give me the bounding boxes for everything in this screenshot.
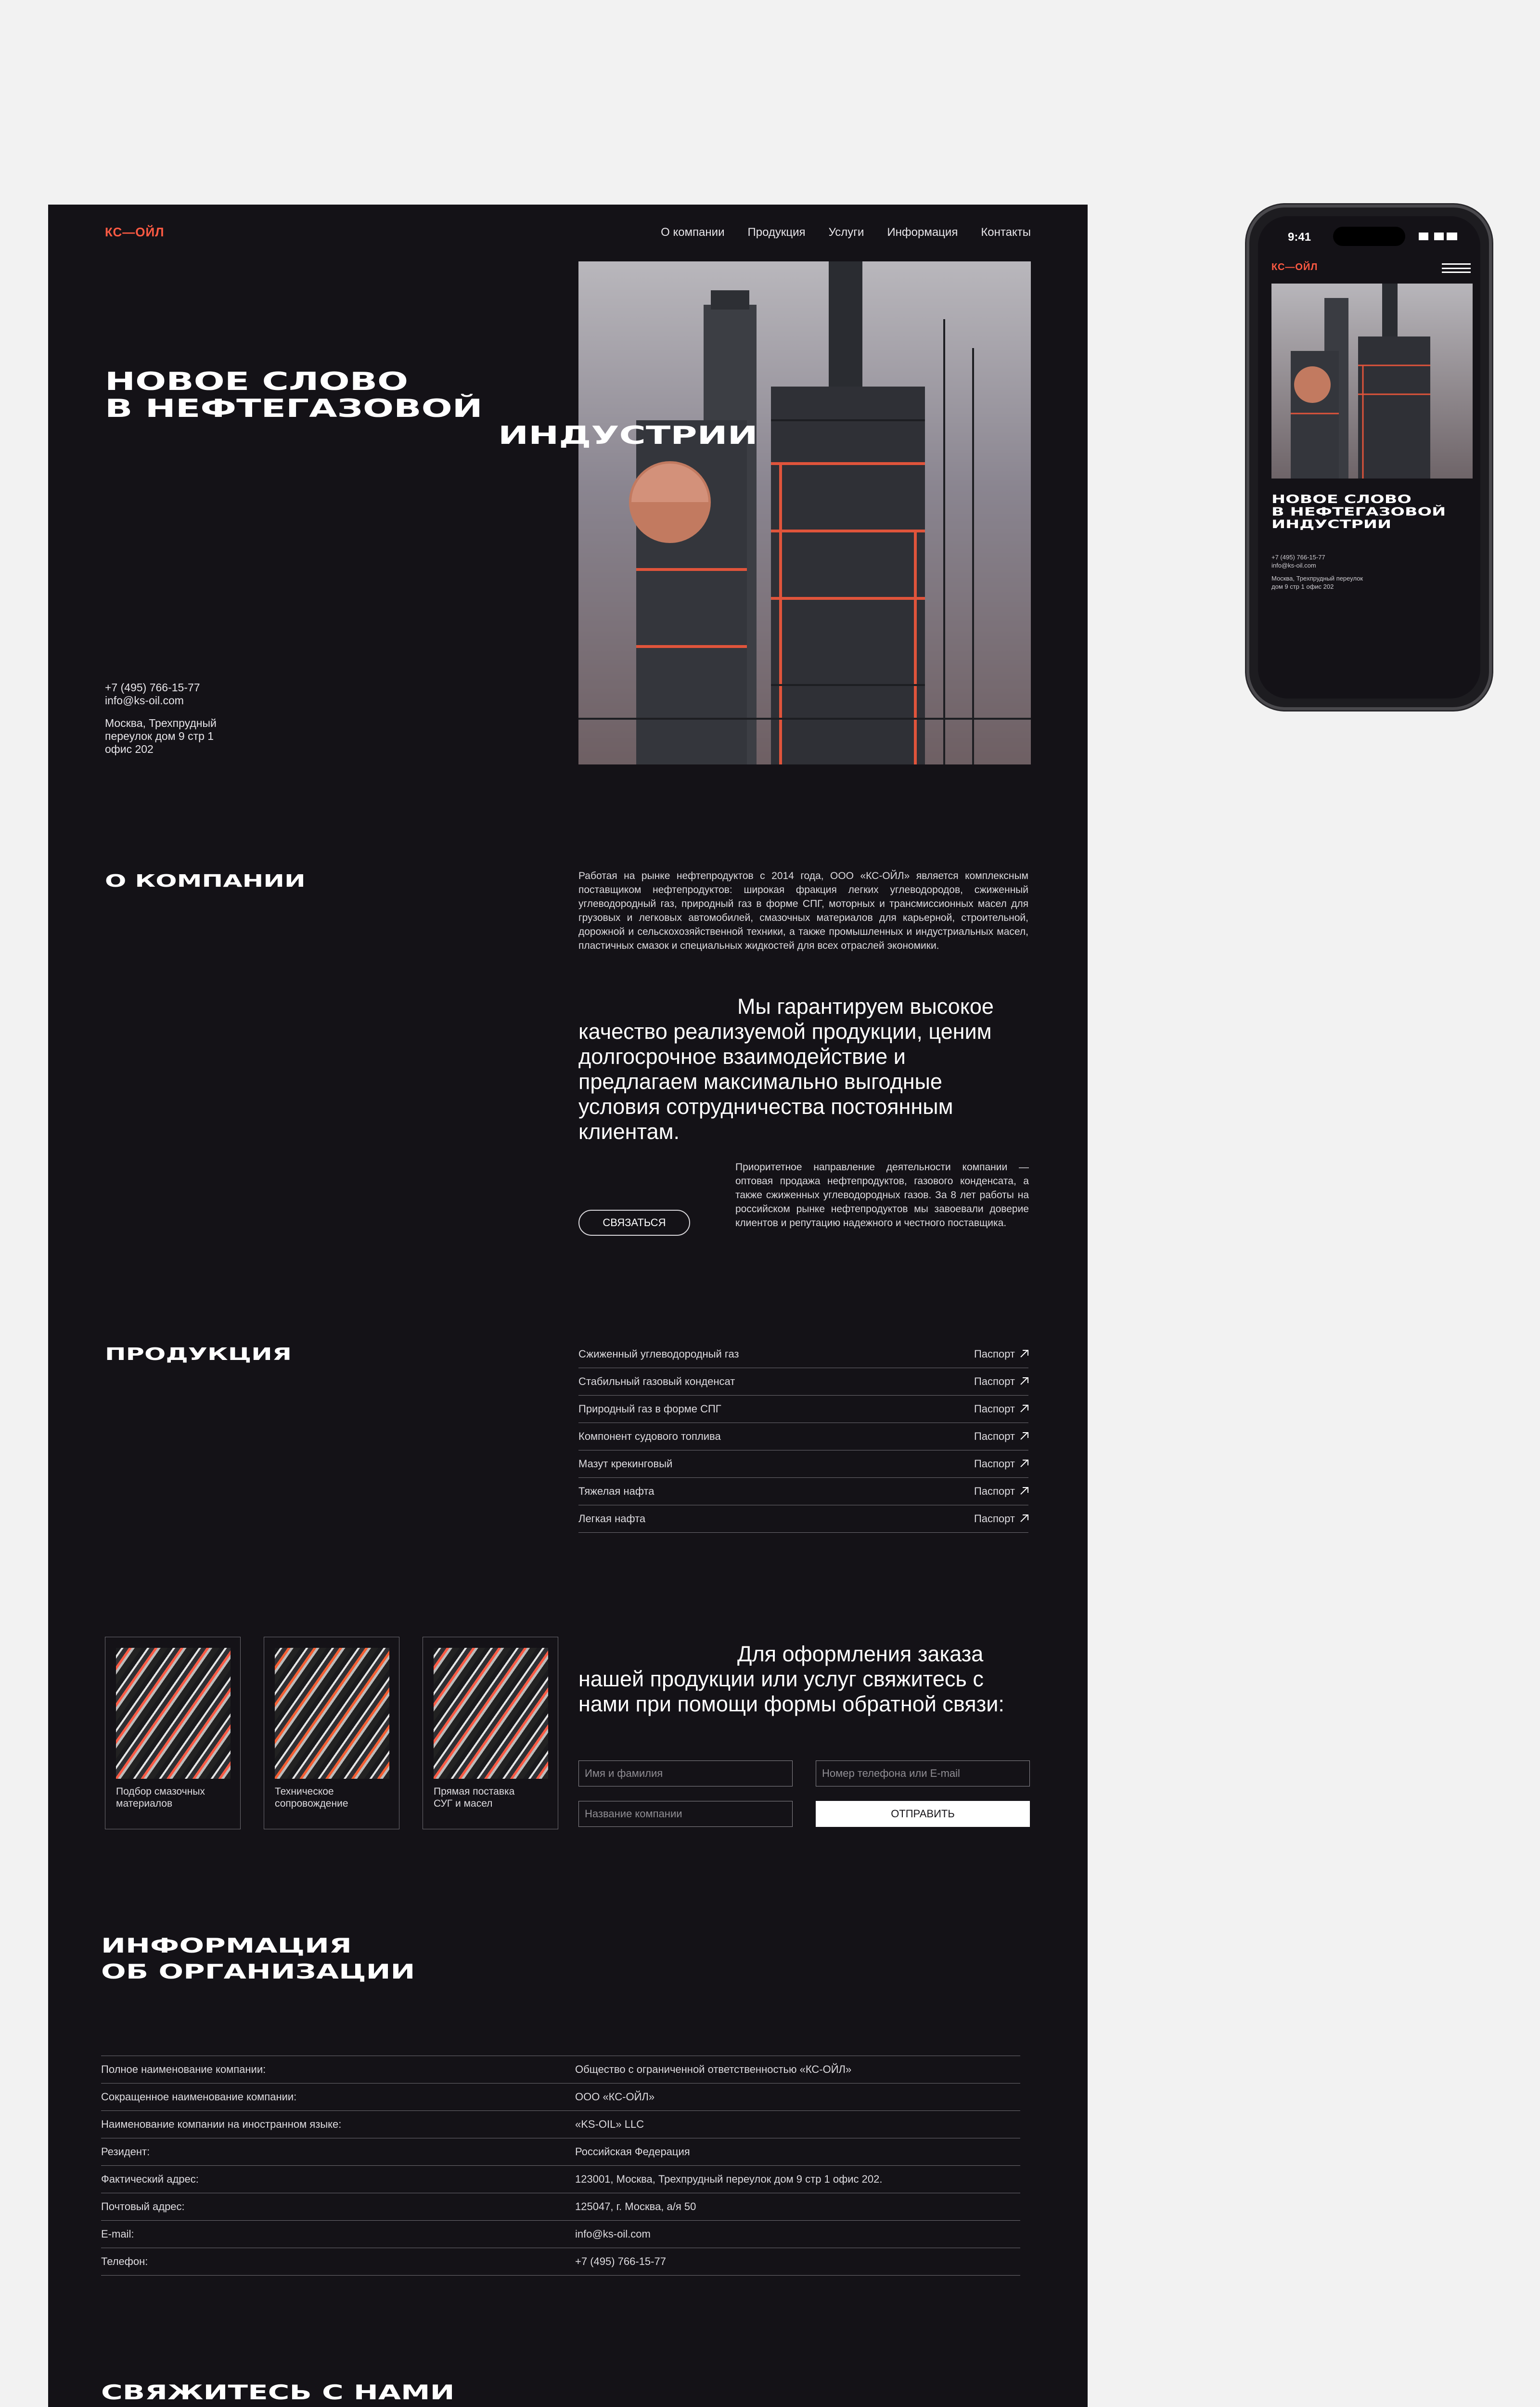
service-card[interactable]	[423, 1637, 558, 1829]
logo[interactable]: КС—ОЙЛ	[105, 225, 165, 239]
refinery-image	[578, 261, 1031, 764]
burger-menu-icon[interactable]	[1442, 263, 1471, 273]
nav-products[interactable]: Продукция	[747, 226, 806, 239]
info-label: Полное наименование компании:	[101, 2063, 266, 2075]
main-nav	[638, 226, 1031, 239]
hero-address-3: офис 202	[105, 743, 154, 755]
hero-contacts	[105, 681, 217, 756]
contact-field[interactable]: Номер телефона или E-mail	[816, 1760, 1030, 1786]
name-field[interactable]: Имя и фамилия	[578, 1760, 793, 1786]
arrow-up-right-icon	[1020, 1514, 1028, 1523]
product-row[interactable]	[578, 1423, 1028, 1450]
arrow-up-right-icon	[1020, 1350, 1028, 1359]
about-note: Приоритетное направление деятельности компании — оптовая продажа нефтепродуктов, газового конденсата, а также сжиженных углеводородных газов. За 8 лет работы на российском рынке нефтепродуктов мы завоевали доверие клиентов и репутацию надежного и честного поставщика.	[735, 1162, 1029, 1229]
info-value[interactable]: info@ks-oil.com	[575, 2228, 651, 2240]
info-label: Фактический адрес:	[101, 2173, 199, 2185]
product-row[interactable]	[578, 1341, 1028, 1368]
info-label: Телефон:	[101, 2255, 148, 2267]
info-row	[101, 2056, 1020, 2083]
order-text: Для оформления заказа нашей продукции или услуг свяжитесь с нами при помощи формы обратной связи:	[578, 1642, 1004, 1716]
info-label: E-mail:	[101, 2228, 134, 2240]
service-card-label: Техническое	[275, 1786, 334, 1797]
info-label: Наименование компании на иностранном языке:	[101, 2118, 342, 2130]
mobile-phone[interactable]: +7 (495) 766-15-77	[1271, 554, 1325, 561]
info-row	[101, 2166, 1020, 2193]
contact-title: СВЯЖИТЕСЬ С НАМИ	[101, 2381, 455, 2404]
product-name: Природный газ в форме СПГ	[578, 1403, 721, 1415]
product-row[interactable]	[578, 1478, 1028, 1505]
passport-link[interactable]: Паспорт	[974, 1485, 1015, 1497]
refinery-image	[1271, 284, 1473, 479]
service-card-label: сопровождение	[275, 1798, 348, 1809]
info-row	[101, 2111, 1020, 2138]
service-card[interactable]	[105, 1637, 241, 1829]
hero-title-line-2: В НЕФТЕГАЗОВОЙ	[105, 394, 483, 423]
mobile-address-2: дом 9 стр 1 офис 202	[1271, 583, 1334, 590]
hero-title-line-3: ИНДУСТРИИ	[1271, 518, 1392, 531]
info-row	[101, 2138, 1020, 2166]
company-field[interactable]: Название компании	[578, 1801, 793, 1827]
info-row	[101, 2193, 1020, 2221]
hero-address-1: Москва, Трехпрудный	[105, 717, 217, 729]
arrow-up-right-icon	[1020, 1487, 1028, 1496]
service-card-label: Подбор смазочных	[116, 1786, 205, 1797]
nav-services[interactable]: Услуги	[828, 226, 864, 239]
hero-title-line-1: НОВОЕ СЛОВО	[1271, 492, 1412, 506]
hero-address-2: переулок дом 9 стр 1	[105, 730, 214, 742]
nav-about[interactable]: О компании	[661, 226, 725, 239]
passport-link[interactable]: Паспорт	[974, 1513, 1015, 1525]
info-label: Резидент:	[101, 2146, 150, 2158]
product-name: Сжиженный углеводородный газ	[578, 1348, 739, 1360]
info-table	[101, 2056, 1020, 2276]
passport-link[interactable]: Паспорт	[974, 1458, 1015, 1470]
products-title: ПРОДУКЦИЯ	[105, 1345, 292, 1364]
info-title-line-1: ИНФОРМАЦИЯ	[101, 1934, 352, 1957]
nav-info[interactable]: Информация	[887, 226, 958, 239]
product-name: Тяжелая нафта	[578, 1485, 654, 1497]
info-row	[101, 2248, 1020, 2276]
hero-email[interactable]: info@ks-oil.com	[105, 694, 184, 707]
info-value: Общество с ограниченной ответственностью «КС-ОЙЛ»	[575, 2063, 852, 2075]
info-value[interactable]: +7 (495) 766-15-77	[575, 2255, 666, 2267]
marble-image	[275, 1648, 389, 1779]
status-icons	[1419, 233, 1457, 240]
info-label: Почтовый адрес:	[101, 2200, 185, 2213]
about-paragraph: Работая на рынке нефтепродуктов с 2014 года, ООО «КС-ОЙЛ» является комплексным поставщиком нефтепродуктов: широкая фракция легких углеводородов, сжиженный углеводородный газ, природный газ в форме СПГ, моторных и трансмиссионных масел для грузовых и легковых автомобилей, смазочных материалов для карьерной, строительной, дорожной и сельскохозяйственной техники, а также промышленных и индустриальных масел, пластичных смазок и специальных жидкостей для всех отраслей экономики.	[578, 870, 1028, 951]
hero-title-line-1: НОВОЕ СЛОВО	[105, 367, 409, 396]
product-name: Стабильный газовый конденсат	[578, 1375, 735, 1387]
hero-title-line-2: В НЕФТЕГАЗОВОЙ	[1271, 505, 1446, 518]
product-row[interactable]	[578, 1450, 1028, 1478]
service-card[interactable]	[264, 1637, 399, 1829]
info-value: ООО «КС-ОЙЛ»	[575, 2091, 655, 2103]
service-card-label: СУГ и масел	[434, 1798, 493, 1809]
hero-title-line-3: ИНДУСТРИИ	[498, 421, 758, 450]
passport-link[interactable]: Паспорт	[974, 1348, 1015, 1360]
info-value: «KS-OIL» LLC	[575, 2118, 644, 2130]
arrow-up-right-icon	[1020, 1460, 1028, 1468]
service-card-label: материалов	[116, 1798, 173, 1809]
mobile-address-1: Москва, Трехпрудный переулок	[1271, 575, 1363, 582]
desktop-page	[48, 205, 1088, 2407]
marble-image	[434, 1648, 548, 1779]
product-name: Мазут крекинговый	[578, 1458, 673, 1470]
product-list	[578, 1341, 1028, 1533]
info-row	[101, 2083, 1020, 2111]
arrow-up-right-icon	[1020, 1432, 1028, 1441]
product-name: Компонент судового топлива	[578, 1430, 721, 1442]
mobile-email[interactable]: info@ks-oil.com	[1271, 562, 1316, 569]
logo[interactable]: КС—ОЙЛ	[1271, 262, 1318, 272]
submit-button[interactable]: ОТПРАВИТЬ	[816, 1801, 1030, 1827]
about-statement: Мы гарантируем высокое качество реализуемой продукции, ценим долгосрочное взаимодействие и предлагаем максимально выгодные условия сотрудничества постоянным клиентам.	[578, 994, 994, 1144]
passport-link[interactable]: Паспорт	[974, 1403, 1015, 1415]
arrow-up-right-icon	[1020, 1405, 1028, 1413]
service-card-label: Прямая поставка	[434, 1786, 515, 1797]
marble-image	[116, 1648, 231, 1779]
info-label: Сокращенное наименование компании:	[101, 2091, 297, 2103]
about-title: О КОМПАНИИ	[105, 871, 306, 891]
phone-hero	[1246, 205, 1492, 710]
status-time: 9:41	[1288, 231, 1311, 244]
product-name: Легкая нафта	[578, 1513, 646, 1525]
product-row[interactable]	[578, 1396, 1028, 1423]
info-value: 123001, Москва, Трехпрудный переулок дом 9 стр 1 офис 202.	[575, 2173, 883, 2185]
hero-phone[interactable]: +7 (495) 766-15-77	[105, 681, 200, 694]
passport-link[interactable]: Паспорт	[974, 1430, 1015, 1442]
info-value: 125047, г. Москва, а/я 50	[575, 2200, 696, 2213]
product-row[interactable]	[578, 1368, 1028, 1396]
arrow-up-right-icon	[1020, 1377, 1028, 1386]
contact-button[interactable]: СВЯЗАТЬСЯ	[578, 1210, 690, 1236]
info-value: Российская Федерация	[575, 2146, 690, 2158]
nav-contacts[interactable]: Контакты	[981, 226, 1031, 239]
info-row	[101, 2221, 1020, 2248]
passport-link[interactable]: Паспорт	[974, 1375, 1015, 1387]
info-title-line-2: ОБ ОРГАНИЗАЦИИ	[101, 1960, 415, 1983]
product-row[interactable]	[578, 1505, 1028, 1533]
